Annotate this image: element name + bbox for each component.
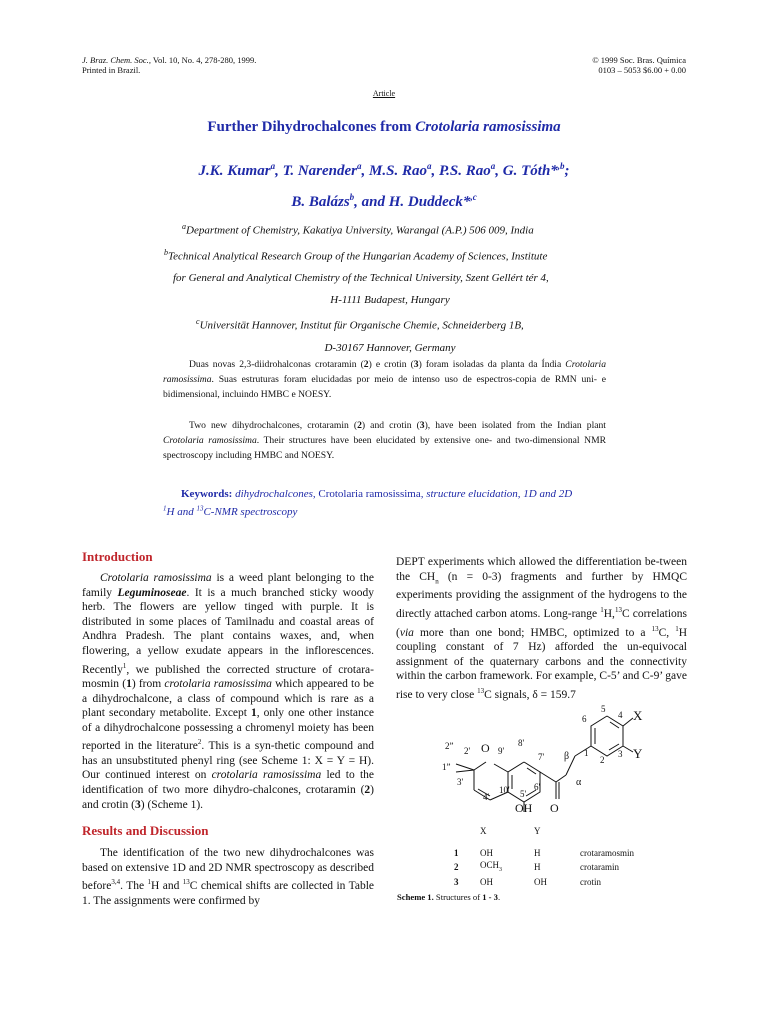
abs-text: . Suas estruturas foram elucidadas por meio de intenso uso de espectros-copia de RMN uni- e bidimensional, incluindo HMBC e NOESY. xyxy=(163,374,606,400)
journal-volume: , Vol. 10, No. 4, 278-280, 1999. xyxy=(148,55,257,65)
text: C chemical shifts are collected in Table 1. The assignments were confirmed by xyxy=(82,880,375,907)
author-mark: ,c xyxy=(470,192,477,202)
compound-number: 2 xyxy=(454,862,459,873)
ref: 2 xyxy=(197,738,202,747)
cell-name: crotin xyxy=(580,876,601,887)
text: (n = 0-3) fragments and further by HMQC experiments providing the assignment of the hydrogens to the directly attached carbon atoms. Long-range xyxy=(396,570,688,620)
text: C, xyxy=(658,626,676,639)
author-mark: a xyxy=(270,161,276,171)
text: C correlations ( xyxy=(396,607,687,639)
keyword: Crotolaria ramosissima xyxy=(318,488,421,500)
cell-x: OH xyxy=(480,876,493,887)
text: which appeared to be a dihydrochalcone, a class of compound which is rare as a plant secondary metabolite. Except xyxy=(82,677,375,720)
table-row xyxy=(448,860,634,877)
compound-number: 3 xyxy=(135,798,141,811)
cell-name: crotaramin xyxy=(580,862,619,873)
title-plain: Further Dihydrochalcones from xyxy=(207,119,416,135)
caption-bold: 1 - 3 xyxy=(482,892,498,902)
label-c5: 5 xyxy=(601,704,606,714)
affil-text: Technical Analytical Research Group of the Hungarian Academy of Sciences, Institute xyxy=(168,250,548,263)
sup: 13 xyxy=(651,624,659,633)
affil-text: Universität Hannover, Institut für Organische Chemie, Schneiderberg 1B, xyxy=(199,319,524,332)
sub: n xyxy=(435,576,439,585)
keyword: dihydrochalcones, xyxy=(235,488,316,500)
affil-mark: c xyxy=(196,317,200,327)
author-conj: , and xyxy=(354,194,389,210)
compound-number: 3 xyxy=(454,876,459,887)
label-x: X xyxy=(633,708,643,723)
label-c5p: 5' xyxy=(520,789,527,799)
abs-text: ), have been isolated from the Indian plant xyxy=(424,420,606,431)
caption-label: Scheme 1. xyxy=(397,892,434,902)
keyword: H and xyxy=(166,505,197,518)
author-mark: a xyxy=(490,161,496,171)
compound-number: 1 xyxy=(454,848,459,858)
label-c2: 2 xyxy=(600,755,605,765)
abs-text: Duas novas 2,3-diidrohalconas crotaramin ( xyxy=(189,359,364,370)
text: H, xyxy=(603,607,615,620)
affiliation-b-city: H-1111 Budapest, Hungary xyxy=(330,294,450,307)
abs-text: ) foram isoladas da planta da Índia xyxy=(418,359,566,370)
sup: 1 xyxy=(675,624,679,633)
text: C signals, δ = 159.7 xyxy=(484,688,576,701)
text: more than one bond; HMBC, optimized to a xyxy=(413,626,652,639)
species-name: Crotolaria ramosissima xyxy=(163,435,257,446)
col-header-y: Y xyxy=(534,826,541,836)
author-mark: ,b xyxy=(557,161,565,171)
sup: 1 xyxy=(147,878,152,887)
text: led to the identification of two more dihydro-chalcones, crotaramin ( xyxy=(82,769,374,796)
cell-x-sub: 3 xyxy=(499,866,503,873)
copyright: © 1999 Soc. Bras. Química xyxy=(592,55,686,65)
species-name: Crotolaria ramosissima xyxy=(163,359,606,385)
label-c6p: 6' xyxy=(534,782,541,792)
label-c2p: 2' xyxy=(464,746,471,756)
compound-number: 1 xyxy=(250,707,257,720)
family-name: Leguminoseae xyxy=(117,586,187,599)
text: , only one other instance of a dihydrochalcone possessing a chromenyl moiety has been reported in the literature xyxy=(82,707,374,753)
results-heading: Results and Discussion xyxy=(82,823,209,838)
label-c4: 4 xyxy=(618,710,623,720)
via: via xyxy=(399,626,414,639)
label-c2pp: 2” xyxy=(445,741,454,751)
text: H and xyxy=(151,880,183,893)
title-species: Crotolaria ramosissima xyxy=(415,119,561,135)
text: ) from xyxy=(131,677,165,690)
text: DEPT experiments which allowed the differentiation be-tween the CH xyxy=(396,556,687,583)
compound-number: 2 xyxy=(357,420,362,431)
cell-name: crotaramosmin xyxy=(580,848,634,858)
affil-mark: b xyxy=(164,247,168,257)
species-name: crotolaria ramosissima xyxy=(211,769,322,782)
ref: 1 xyxy=(122,661,127,670)
label-c3: 3 xyxy=(618,749,623,759)
keywords-label: Keywords: xyxy=(181,488,233,500)
compound-number: 1 xyxy=(126,677,132,690)
affil-text: Department of Chemistry, Kakatiya University, Warangal (A.P.) 506 009, India xyxy=(186,224,534,237)
sup: 1 xyxy=(163,504,167,512)
printed-note: Printed in Brazil. xyxy=(82,65,141,75)
label-y: Y xyxy=(633,746,643,761)
abs-text: ) and crotin ( xyxy=(361,420,420,431)
author: G. Tóth* xyxy=(502,163,558,179)
scheme-caption xyxy=(397,892,500,902)
text: The identification of the two new dihydrochalcones was based on extensive 1D and 2D NMR spectroscopy as described before xyxy=(82,847,374,893)
abs-text: Two new dihydrochalcones, crotaramin ( xyxy=(189,420,358,431)
cell-y: H xyxy=(534,848,541,858)
label-c8p: 8' xyxy=(518,738,525,748)
table-row xyxy=(448,848,634,860)
species-name: crotolaria ramosissima xyxy=(164,677,272,690)
author: B. Balázs xyxy=(291,194,350,210)
text: is a weed plant belonging to the family xyxy=(82,572,374,599)
label-c6: 6 xyxy=(582,714,587,724)
label-c9p: 9' xyxy=(498,746,505,756)
keyword: C-NMR spectroscopy xyxy=(203,505,298,518)
text: . This is a syn-thetic compound and has an unsubstituted phenyl ring (see Scheme 1: X = Y = H). Our continued interest on xyxy=(82,740,375,782)
col-header-x: X xyxy=(480,826,487,836)
label-c1pp: 1” xyxy=(442,762,451,772)
label-c10p: 10' xyxy=(499,785,510,795)
cell-y: H xyxy=(534,862,541,873)
text: ) and crotin ( xyxy=(82,783,374,811)
ref: 3,4 xyxy=(111,878,121,887)
label-c3p: 3' xyxy=(457,777,464,787)
author: M.S. Rao xyxy=(369,163,427,179)
table-row xyxy=(448,877,634,889)
text: . The xyxy=(120,880,148,893)
compound-number: 2 xyxy=(364,783,371,796)
label-c4p: 4' xyxy=(483,792,490,802)
affiliation-c-city: D-30167 Hannover, Germany xyxy=(324,341,456,354)
article-label: Article xyxy=(372,89,396,98)
cell-y: OH xyxy=(534,876,547,887)
sup: 13 xyxy=(182,878,190,887)
molecule-labels xyxy=(442,704,643,815)
author-list: J.K. Kumar$^a$, T. Narender$^a$, M.S. Rao$^a$, P.S. Rao$^a$, G. Tóth*$^{,b}$; B. Balázs$^b$, and H. Duddeck*$^{,c}$ xyxy=(198,161,570,210)
scheme-substituent-table xyxy=(448,826,708,889)
keyword: , structure elucidation, 1D and 2D xyxy=(420,488,573,500)
text: H coupling constant of 7 Hz) afforded the un-equivocal assignment of the quaternary carbons and the connectivity within the carbon framework. For example, C-5’ and C-9’ gave rise to very close xyxy=(396,626,688,701)
text: . It is a much branched sticky woody herb. The flowers are yellow tinged with purple. It is distributed in some places of Tamilnadu and coastal areas of Andhra Pradesh. The plant contains waxes, and, when flowering, a yellow exudate appears in the inflorescences. Recently xyxy=(82,586,374,676)
species-name: Crotolaria ramosissima xyxy=(100,572,212,584)
author: T. Narender xyxy=(282,163,358,179)
compound-number: 3 xyxy=(419,420,425,431)
compound-number: 3 xyxy=(413,359,419,370)
affiliation-b-cont: for General and Analytical Chemistry of the Technical University, Szent Gellért tér 4, xyxy=(173,272,549,285)
sup: 13 xyxy=(196,504,204,512)
journal-name: J. Braz. Chem. Soc. xyxy=(82,55,149,65)
author-mark: a xyxy=(426,161,432,171)
author: J.K. Kumar xyxy=(198,163,271,179)
text: ) (Scheme 1). xyxy=(140,798,204,811)
introduction-heading: Introduction xyxy=(82,549,153,564)
author: H. Duddeck* xyxy=(388,194,471,210)
author: P.S. Rao xyxy=(438,163,491,179)
abs-text: . Their structures have been elucidated by extensive one- and two-dimensional NMR spectroscopy including HMBC and NOESY. xyxy=(163,435,606,461)
abs-text: ) e crotin ( xyxy=(368,359,414,370)
issn: 0103 – 5053 $6.00 + 0.00 xyxy=(598,65,686,75)
label-oh: OH xyxy=(515,801,533,815)
affil-mark: a xyxy=(182,222,186,231)
compound-number: 2 xyxy=(363,359,369,370)
label-c7p: 7' xyxy=(538,752,545,762)
label-o-carbonyl: O xyxy=(550,801,559,815)
caption-text: Structures of xyxy=(433,892,483,902)
sup: 13 xyxy=(477,686,485,695)
author-mark: b xyxy=(349,192,355,202)
label-o-ring: O xyxy=(481,741,490,755)
author-mark: a xyxy=(357,161,362,171)
caption-end: . xyxy=(497,892,501,902)
label-c1: 1 xyxy=(584,748,589,758)
cell-x xyxy=(480,860,534,877)
label-alpha: α xyxy=(576,777,582,788)
cell-x-text: OCH xyxy=(480,860,500,870)
text: , we published the corrected structure of crotara-mosmin ( xyxy=(82,663,374,690)
sup: 1 xyxy=(600,606,604,615)
label-beta: β xyxy=(564,751,570,762)
sup: 13 xyxy=(614,606,622,615)
cell-x: OH xyxy=(480,848,493,858)
